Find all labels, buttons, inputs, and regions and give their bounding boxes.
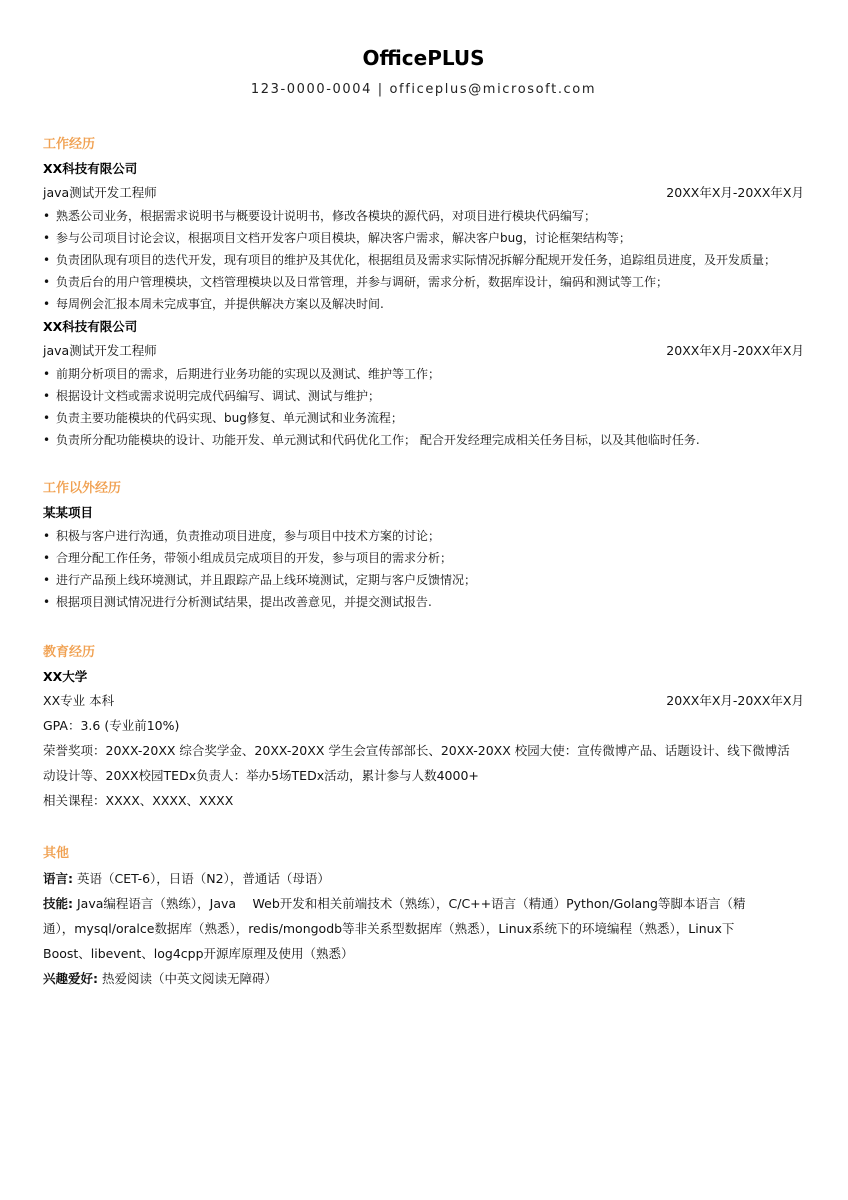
section-title-education: 教育经历 xyxy=(43,645,96,660)
bullet-text: 熟悉公司业务，根据需求说明书与概要设计说明书，修改各模块的源代码，对项目进行模块代码编写； xyxy=(56,209,597,223)
skills-value-1: Java编程语言（熟练），Java Web开发和相关前端技术（熟练），C/C++语言（精通）Python/Golang等脚本语言（精 xyxy=(73,896,746,911)
list-item xyxy=(43,525,804,547)
section-title-other: 其他 xyxy=(43,846,70,861)
section-extra-experience xyxy=(43,479,804,613)
company-name: XX科技有限公司 xyxy=(43,319,138,334)
job-role: java测试开发工程师 xyxy=(43,185,157,200)
bullet-dot: • xyxy=(43,551,51,565)
bullet-dot: • xyxy=(43,389,51,403)
list-item xyxy=(43,569,804,591)
skills-label: 技能: xyxy=(43,896,73,911)
list-item xyxy=(43,547,804,569)
languages-value: 英语（CET-6），日语（N2），普通话（母语） xyxy=(73,871,330,886)
bullet-dot: • xyxy=(43,595,51,609)
bullet-dot: • xyxy=(43,231,51,245)
role-row xyxy=(43,339,804,363)
list-item xyxy=(43,591,804,613)
skills-line-3: Boost、libevent、log4cpp开源库原理及使用（熟悉） xyxy=(43,946,354,961)
job-period: 20XX年X月-20XX年X月 xyxy=(666,343,804,358)
honors-line-2: 动设计等、20XX校园TEDx负责人：举办5场TEDx活动，累计参与人数4000+ xyxy=(43,768,479,783)
major: XX专业 本科 xyxy=(43,693,115,708)
bullet-dot: • xyxy=(43,573,51,587)
section-title-work: 工作经历 xyxy=(43,137,96,152)
bullet-text: 参与公司项目讨论会议，根据项目文档开发客户项目模块，解决客户需求，解决客户bug，讨论框架结构等； xyxy=(56,231,631,245)
bullet-text: 负责主要功能模块的代码实现、bug修复、单元测试和业务流程； xyxy=(56,411,403,425)
skills-line-1 xyxy=(43,891,804,916)
job-bullets xyxy=(43,363,804,451)
bullet-text: 积极与客户进行沟通，负责推动项目进度，参与项目中技术方案的讨论； xyxy=(56,529,441,543)
section-title-extra: 工作以外经历 xyxy=(43,481,122,496)
languages-line xyxy=(43,866,804,891)
job-entry-1 xyxy=(43,157,804,315)
contact-info: 123-0000-0004 | officeplus@microsoft.com xyxy=(250,82,597,97)
courses: 相关课程：XXXX、XXXX、XXXX xyxy=(43,793,234,808)
bullet-text: 进行产品预上线环境测试，并且跟踪产品上线环境测试，定期与客户反馈情况； xyxy=(56,573,477,587)
bullet-text: 每周例会汇报本周未完成事宜，并提供解决方案以及解决时间. xyxy=(56,297,384,311)
bullet-text: 前期分析项目的需求，后期进行业务功能的实现以及测试、维护等工作； xyxy=(56,367,441,381)
bullet-dot: • xyxy=(43,529,51,543)
list-item xyxy=(43,271,804,293)
list-item xyxy=(43,363,804,385)
gpa: GPA：3.6 (专业前10%) xyxy=(43,718,180,733)
role-row xyxy=(43,181,804,205)
hobbies-label: 兴趣爱好: xyxy=(43,971,98,986)
project-name: 某某项目 xyxy=(43,505,94,520)
list-item xyxy=(43,385,804,407)
skills-line-2: 通），mysql/oralce数据库（熟悉），redis/mongodb等非关系型数据库（熟悉），Linux系统下的环境编程（熟悉），Linux下 xyxy=(43,921,735,936)
list-item xyxy=(43,227,804,249)
section-other xyxy=(43,844,804,991)
bullet-dot: • xyxy=(43,253,51,267)
bullet-text: 负责所分配功能模块的设计、功能开发、单元测试和代码优化工作； 配合开发经理完成相关任务目标，以及其他临时任务. xyxy=(56,433,700,447)
bullet-text: 根据设计文档或需求说明完成代码编写、调试、测试与维护； xyxy=(56,389,381,403)
list-item xyxy=(43,205,804,227)
bullet-dot: • xyxy=(43,275,51,289)
list-item xyxy=(43,249,804,271)
hobbies-line xyxy=(43,966,804,991)
hobbies-value: 热爱阅读（中英文阅读无障碍） xyxy=(98,971,277,986)
languages-label: 语言: xyxy=(43,871,73,886)
bullet-dot: • xyxy=(43,209,51,223)
bullet-dot: • xyxy=(43,367,51,381)
job-entry-2 xyxy=(43,315,804,451)
job-period: 20XX年X月-20XX年X月 xyxy=(666,185,804,200)
project-bullets xyxy=(43,525,804,613)
bullet-text: 负责后台的用户管理模块，文档管理模块以及日常管理，并参与调研，需求分析，数据库设计，编码和测试等工作； xyxy=(56,275,669,289)
honors-line-1: 荣誉奖项：20XX-20XX 综合奖学金、20XX-20XX 学生会宣传部部长、20XX-20XX 校园大使：宣传微博产品、话题设计、线下微博活 xyxy=(43,743,790,758)
list-item xyxy=(43,293,804,315)
job-role: java测试开发工程师 xyxy=(43,343,157,358)
list-item xyxy=(43,407,804,429)
major-row xyxy=(43,689,804,713)
section-education xyxy=(43,643,804,813)
school-name: XX大学 xyxy=(43,669,88,684)
list-item xyxy=(43,429,804,451)
bullet-dot: • xyxy=(43,297,51,311)
education-period: 20XX年X月-20XX年X月 xyxy=(666,693,804,708)
section-work-experience xyxy=(43,135,804,451)
bullet-text: 负责团队现有项目的迭代开发，现有项目的维护及其优化，根据组员及需求实际情况拆解分配规开发任务，追踪组员进度，及开发质量； xyxy=(56,253,777,267)
bullet-text: 根据项目测试情况进行分析测试结果，提出改善意见，并提交测试报告. xyxy=(56,595,432,609)
bullet-dot: • xyxy=(43,433,51,447)
company-name: XX科技有限公司 xyxy=(43,161,138,176)
bullet-dot: • xyxy=(43,411,51,425)
bullet-text: 合理分配工作任务，带领小组成员完成项目的开发，参与项目的需求分析； xyxy=(56,551,453,565)
candidate-name: OfficePLUS xyxy=(362,46,485,70)
job-bullets xyxy=(43,205,804,315)
